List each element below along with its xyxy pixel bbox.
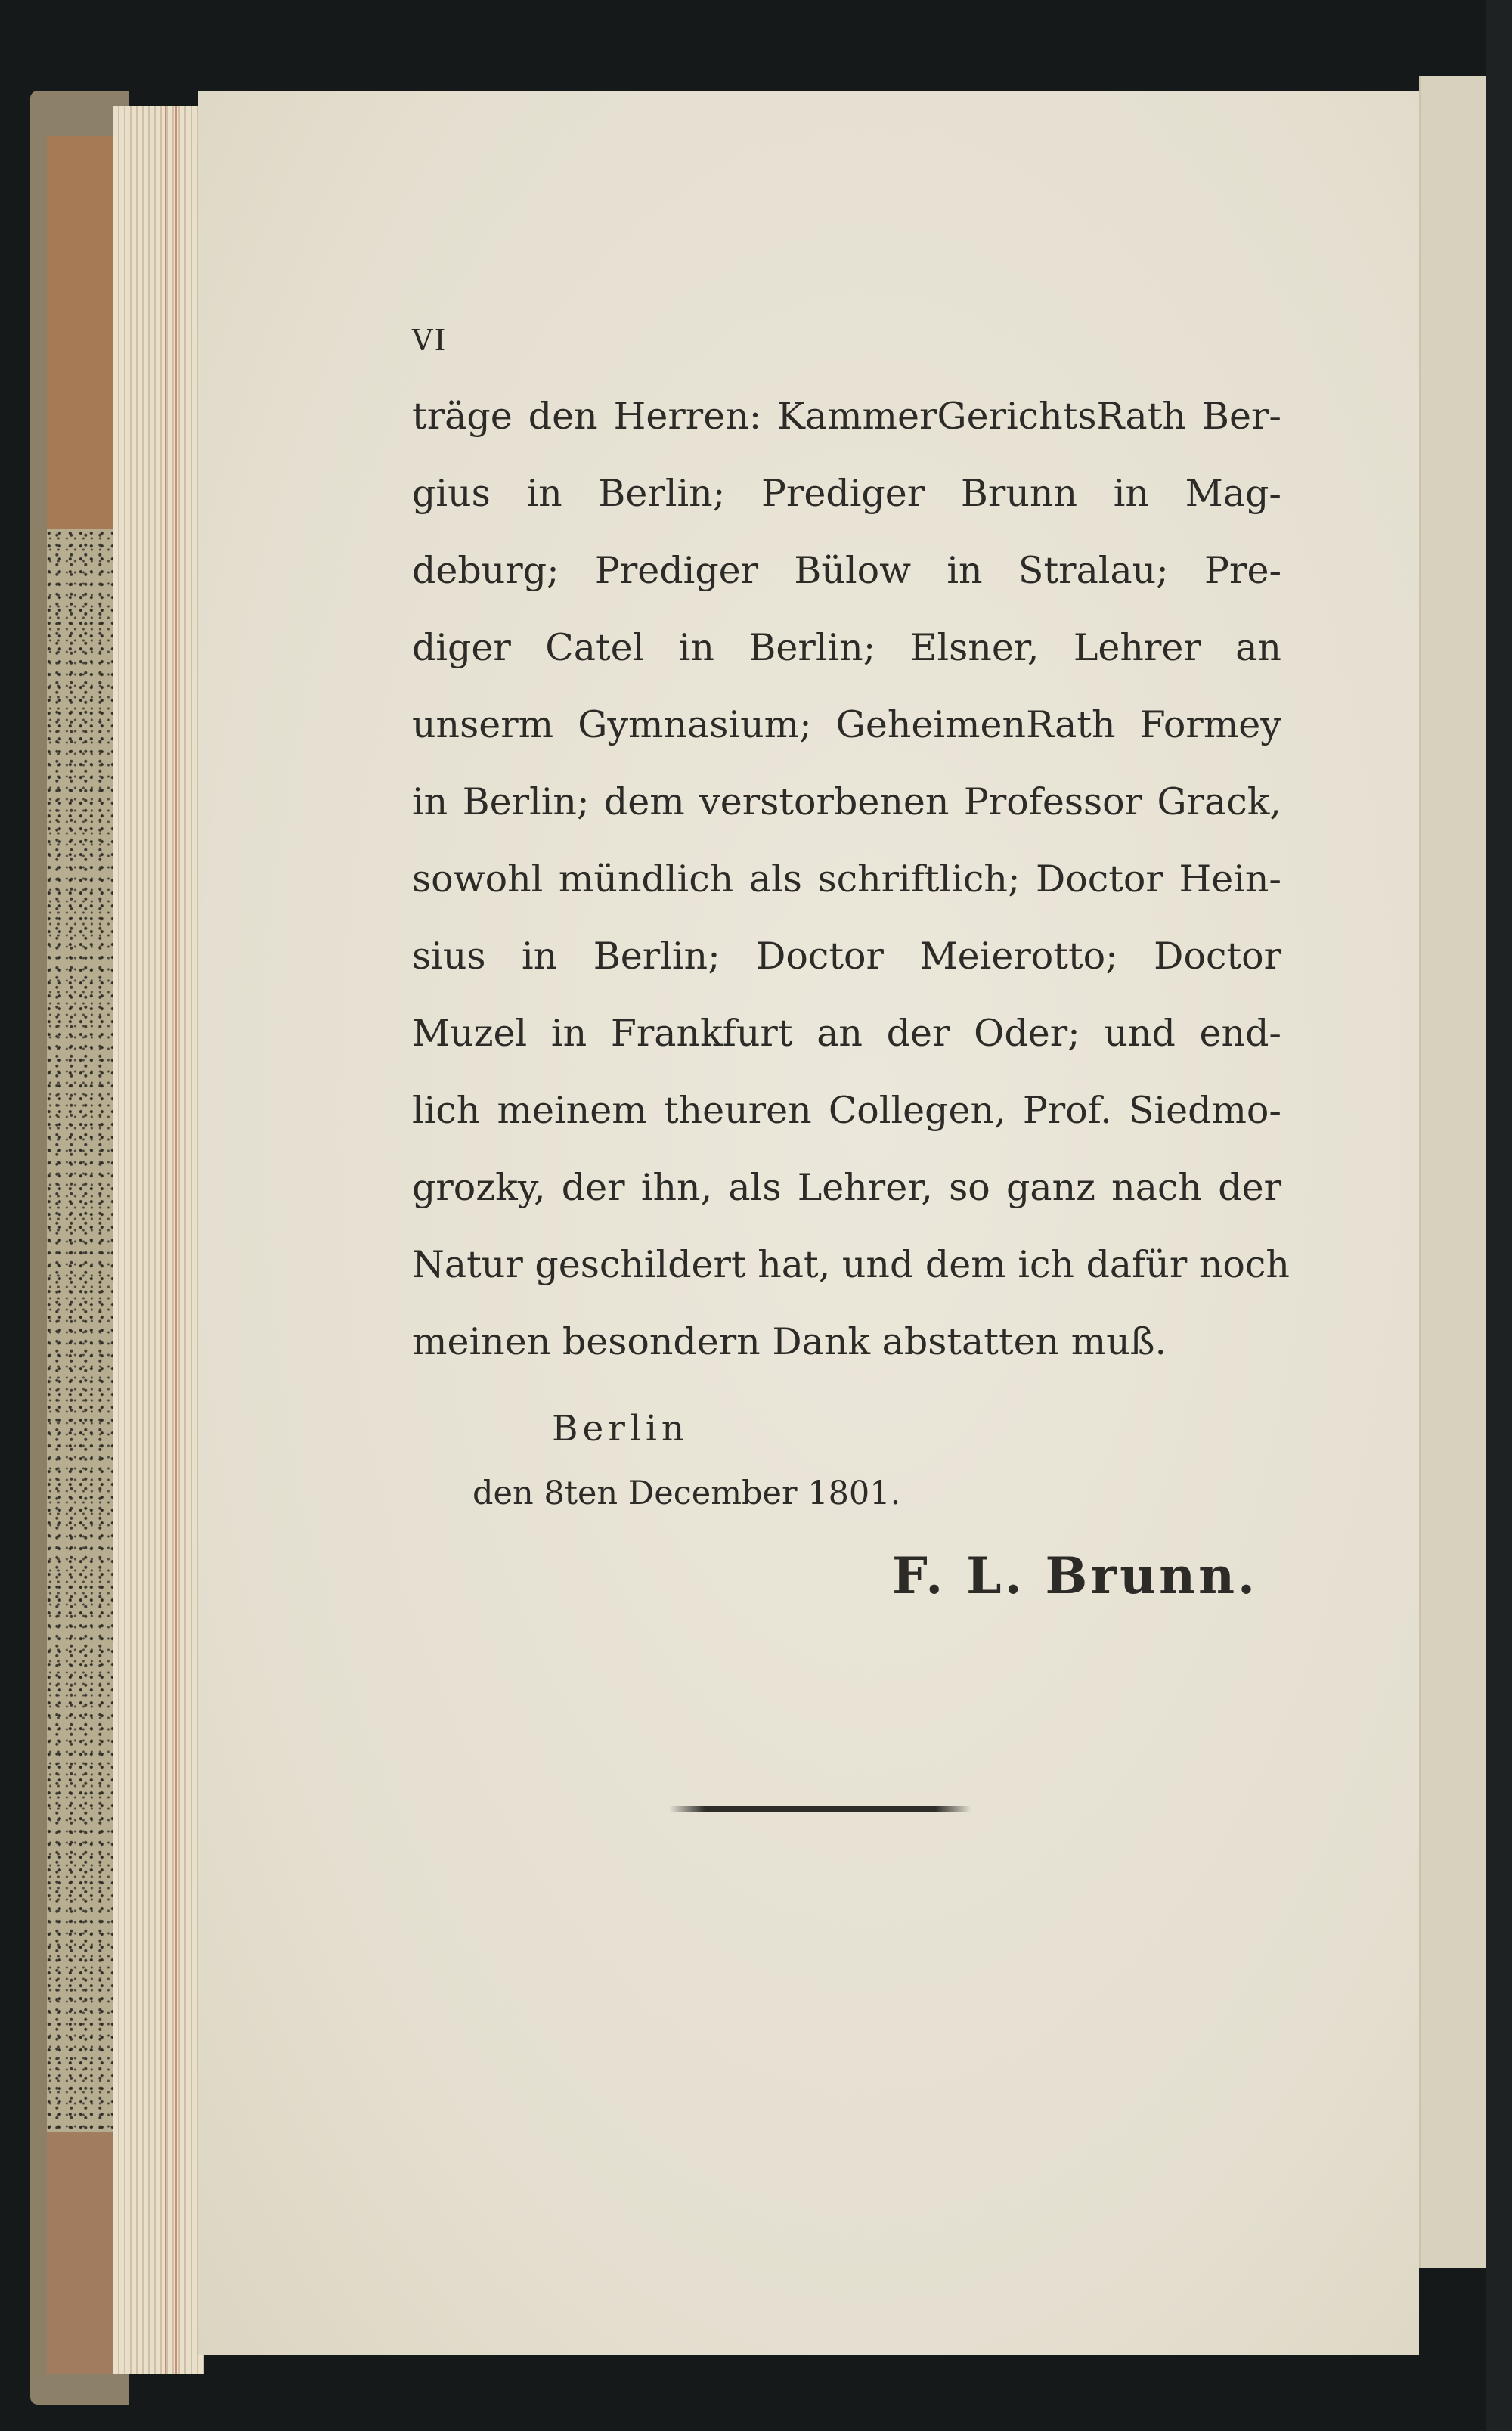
text-line: lich meinem theuren Collegen, Prof. Siedmo- xyxy=(412,1089,1281,1132)
decorative-rule xyxy=(669,1806,971,1812)
text-line: diger Catel in Berlin; Elsner, Lehrer an xyxy=(412,626,1281,669)
text-line: Muzel in Frankfurt an der Oder; und end- xyxy=(412,1012,1281,1055)
text-line: sius in Berlin; Doctor Meierotto; Doctor xyxy=(412,935,1281,978)
place-line: Berlin xyxy=(552,1408,689,1450)
signature: F. L. Brunn. xyxy=(892,1546,1259,1605)
text-line: Natur geschildert hat, und dem ich dafür noch xyxy=(412,1243,1290,1286)
page-number: VI xyxy=(412,324,448,357)
text-line: sowohl mündlich als schriftlich; Doctor Hein- xyxy=(412,857,1281,901)
body-text xyxy=(412,378,1290,1381)
text-line: träge den Herren: KammerGerichtsRath Ber- xyxy=(412,395,1281,438)
text-line: in Berlin; dem verstorbenen Professor Grack, xyxy=(412,780,1281,823)
text-line: unserm Gymnasium; GeheimenRath Formey xyxy=(412,703,1281,746)
text-line: deburg; Prediger Bülow in Stralau; Pre- xyxy=(412,549,1281,592)
text-line: gius in Berlin; Prediger Brunn in Mag- xyxy=(412,472,1281,515)
page-edge-line xyxy=(175,106,177,2374)
text-line: grozky, der ihn, als Lehrer, so ganz nach der xyxy=(412,1166,1281,1209)
page-edge-line xyxy=(165,106,166,2374)
date-line: den 8ten December 1801. xyxy=(472,1474,901,1512)
text-line: meinen besondern Dank abstatten muß. xyxy=(412,1320,1167,1363)
page-edges xyxy=(113,106,204,2374)
background-strip xyxy=(1486,0,1512,2431)
